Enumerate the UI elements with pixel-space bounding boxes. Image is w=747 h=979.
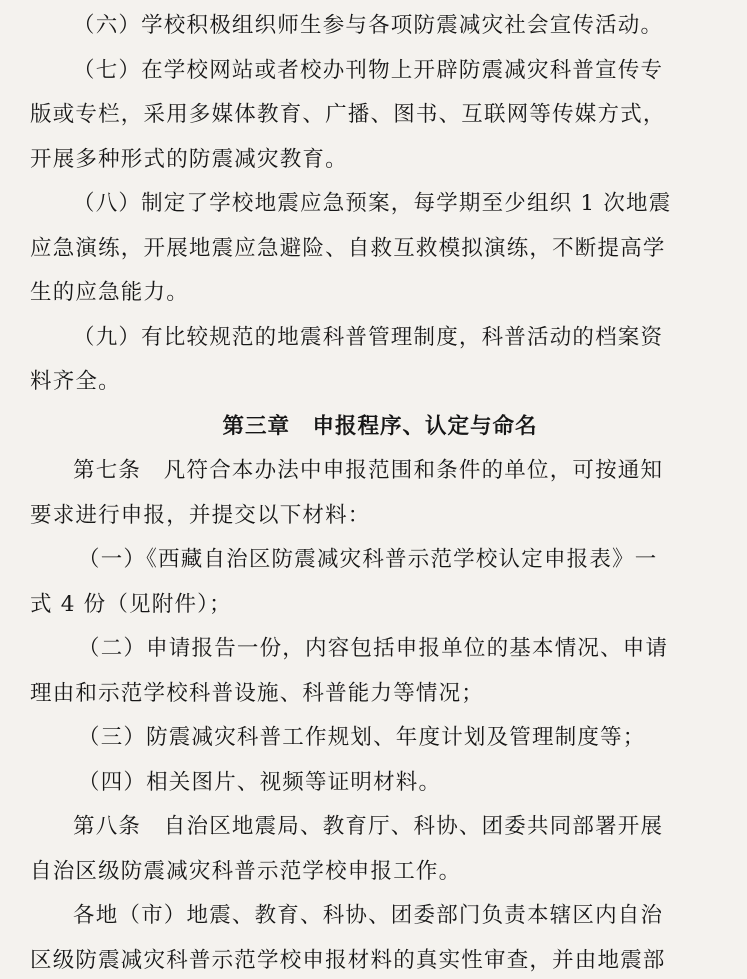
material-2-line-2: 理由和示范学校科普设施、科普能力等情况； [30,680,485,706]
paragraph-item-8-line-2: 应急演练，开展地震应急避险、自救互救模拟演练，不断提高学 [30,235,666,261]
paragraph-item-9-line-1: （九）有比较规范的地震科普管理制度，科普活动的档案资 [73,324,664,350]
article-8-line-1: 第八条 自治区地震局、教育厅、科协、团委共同部署开展 [73,814,664,839]
article-8-line-2: 自治区级防震减灾科普示范学校申报工作。 [30,858,462,884]
paragraph-item-7-line-2: 版或专栏，采用多媒体教育、广播、图书、互联网等传媒方式， [30,102,666,127]
paragraph-item-8-line-1: （八）制定了学校地震应急预案，每学期至少组织 1 次地震 [73,191,672,216]
paragraph-item-7-line-1: （七）在学校网站或者校办刊物上开辟防震减灾科普宣传专 [73,57,664,83]
article-7-line-2: 要求进行申报，并提交以下材料： [30,502,371,528]
material-1-line-2: 式 4 份（见附件）； [30,591,232,617]
article-7-line-1: 第七条 凡符合本办法中申报范围和条件的单位，可按通知 [73,458,664,483]
paragraph-item-7-line-3: 开展多种形式的防震减灾教育。 [30,146,348,172]
paragraph-item-8-line-3: 生的应急能力。 [30,280,189,305]
article-8-followup-line-2: 区级防震减灾科普示范学校申报材料的真实性审查，并由地震部 [30,947,666,973]
material-3-line-1: （三）防震减灾科普工作规划、年度计划及管理制度等； [78,725,646,750]
article-8-followup-line-1: 各地（市）地震、教育、科协、团委部门负责本辖区内自治 [73,903,664,928]
paragraph-item-9-line-2: 料齐全。 [30,369,121,394]
material-4-line-1: （四）相关图片、视频等证明材料。 [78,769,442,795]
material-2-line-1: （二）申请报告一份，内容包括申报单位的基本情况、申请 [78,636,669,661]
document-body [30,4,730,979]
chapter-heading: 第三章 申报程序、认定与命名 [222,413,538,439]
paragraph-item-6-line-1: （六）学校积极组织师生参与各项防震减灾社会宣传活动。 [73,13,664,38]
material-1-line-1: （一）《西藏自治区防震减灾科普示范学校认定申报表》一 [78,547,658,572]
